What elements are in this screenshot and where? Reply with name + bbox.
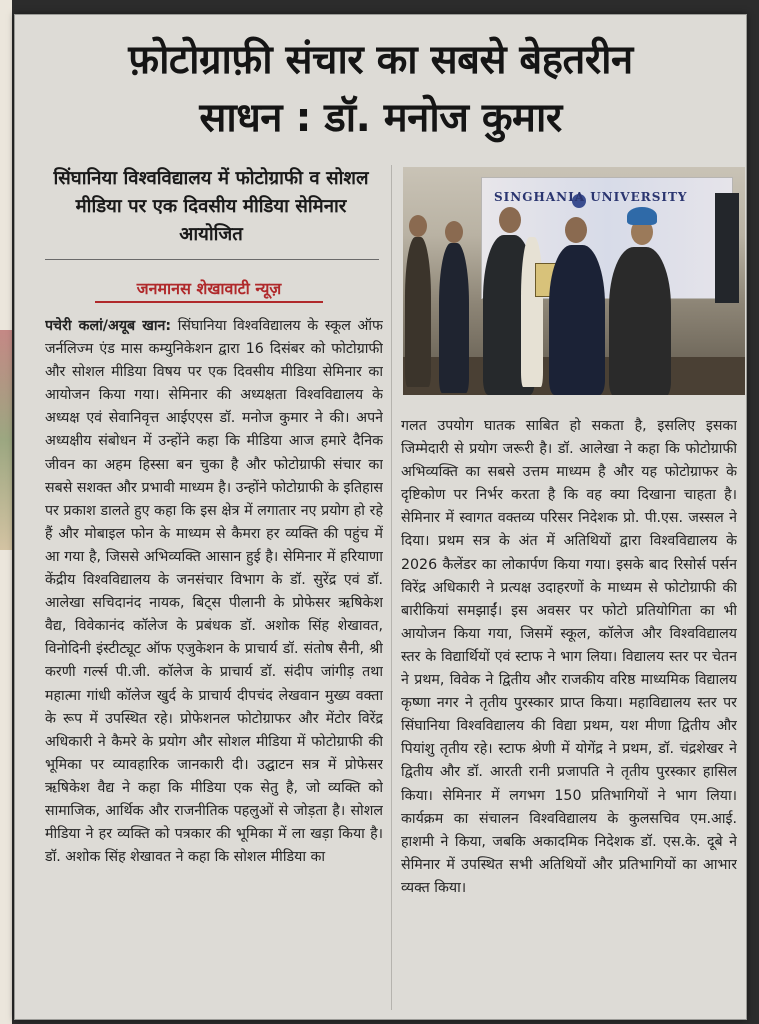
article-column-left: [45, 315, 383, 1015]
person-head-1: [409, 215, 427, 237]
newspaper-clipping: [14, 14, 747, 1020]
person-head-2: [445, 221, 463, 243]
article-column-right: [401, 415, 737, 1015]
event-photo: [403, 167, 745, 395]
person-figure-1: [405, 237, 431, 387]
article-text-left: सिंघानिया विश्वविद्यालय के स्कूल ऑफ जर्नलिज्म एंड मास कम्युनिकेशन द्वारा 16 दिसंबर को फोटोग्राफी और सोशल मीडिया विषय पर एक दिवसीय मीडिया सेमिनार का आयोजन किया गया। सेमिनार की अध्यक्षता विश्वविद्यालय के अध्यक्ष एवं सेवानिवृत्त आईएएस डॉ. मनोज कुमार ने की। अपने अध्यक्षीय संबोधन में उन्होंने कहा कि मीडिया आज हमारे दैनिक जीवन का अहम हिस्सा बन चुका है और फोटोग्राफी संचार का सबसे सशक्त और प्रभावी माध्यम है। उन्होंने फोटोग्राफी के इतिहास पर प्रकाश डालते हुए कहा कि इस क्षेत्र में लगातार नए प्रयोग हो रहे हैं और मोबाइल फोन के माध्यम से कैमरा हर व्यक्ति की पहुंच में आ गया है, जिससे अभिव्यक्ति आसान हुई है। सेमिनार में हरियाणा केंद्रीय विश्वविद्यालय के जनसंचार विभाग के डॉ. सुरेंद्र एवं डॉ. आलेखा सचिदानंद नायक, बिट्स पीलानी के प्रोफेसर ऋषिकेश वैद्य, विवेकानंद कॉलेज के प्रबंधक डॉ. अशोक सिंह शेखावत, विनोदिनी इंस्टीट्यूट ऑफ एजुकेशन के प्राचार्य डॉ. संतोष सैनी, श्री करणी गर्ल्स पी.जी. कॉलेज के प्राचार्य डॉ. संदीप जांगीड़ तथा महात्मा गांधी कॉलेज खुर्द के प्राचार्य दीपचंद लेखवान मुख्य वक्ता के रूप में उपस्थित रहे। प्रोफेशनल फोटोग्राफर और मेंटोर विरेंद्र अधिकारी ने कैमरे के प्रयोग और सोशल मीडिया में फोटोग्राफी की भूमिका पर व्यावहारिक जानकारी दी। उद्घाटन सत्र में प्रोफेसर ऋषिकेश वैद्य ने कहा कि मीडिया एक सेतु है, जो व्यक्ति को सामाजिक, आर्थिक और राजनीतिक पहलुओं से जोड़ता है। सोशल मीडिया ने हर व्यक्ति को पत्रकार की भूमिका में ला खड़ा किया है। डॉ. अशोक सिंह शेखावत ने कहा कि सोशल मीडिया का: [45, 318, 383, 866]
headline-line-2: साधन : डॉ. मनोज कुमार: [199, 95, 562, 141]
person-head-3: [499, 207, 521, 233]
byline: पचेरी कलां/अयूब खान:: [45, 318, 172, 334]
subheadline: सिंघानिया विश्वविद्यालय में फोटोग्राफी व सोशल मीडिया पर एक दिवसीय मीडिया सेमिनार आयोजित: [53, 168, 369, 245]
headline-line-1: फ़ोटोग्राफ़ी संचार का सबसे बेहतरीन: [128, 37, 633, 83]
adjacent-page-graphic: [0, 330, 12, 550]
banner-text: SINGHANIA UNIVERSITY: [494, 190, 688, 204]
turban: [627, 207, 657, 225]
headline: [25, 31, 736, 147]
person-figure-5: [549, 245, 605, 395]
person-figure-6: [609, 247, 671, 395]
person-figure-4: [521, 237, 543, 387]
column-divider: [391, 165, 392, 1010]
display-screen: [715, 193, 739, 303]
person-figure-2: [439, 243, 469, 393]
news-source-tag: जनमानस शेखावाटी न्यूज़: [95, 277, 323, 303]
article-text-right: गलत उपयोग घातक साबित हो सकता है, इसलिए इसका जिम्मेदारी से प्रयोग जरूरी है। डॉ. आलेखा ने कहा कि फोटोग्राफी अभिव्यक्ति का सबसे उत्तम माध्यम है और यह फोटोग्राफर के दृष्टिकोण पर निर्भर करता है कि वह क्या दिखाना चाहता है। सेमिनार में स्वागत वक्तव्य परिसर निदेशक प्रो. पी.एस. जस्सल ने दिया। प्रथम सत्र के अंत में अतिथियों द्वारा विश्वविद्यालय के 2026 कैलेंडर का लोकार्पण किया गया। इसके बाद रिसोर्स पर्सन विरेंद्र अधिकारी ने प्रत्यक्ष उदाहरणों के माध्यम से फोटोग्राफी की बारीकियां समझाईं। इस अवसर पर फोटो प्रतियोगिता का भी आयोजन किया गया, जिसमें स्कूल, कॉलेज और विश्वविद्यालय स्तर के विद्यार्थियों एवं स्टाफ ने भाग लिया। विद्यालय स्तर पर चेतन ने प्रथम, विवेक ने द्वितीय और राजकीय वरिष्ठ माध्यमिक विद्यालय कृष्णा नगर ने तृतीय पुरस्कार प्राप्त किया। महाविद्यालय स्तर पर सिंघानिया विश्वविद्यालय की विद्या प्रथम, यश मीणा द्वितीय और पियांशु तृतीय रहे। स्टाफ श्रेणी में योगेंद्र ने प्रथम, डॉ. चंद्रशेखर ने द्वितीय और डॉ. आरती रानी प्रजापति ने तृतीय पुरस्कार हासिल किया। सेमिनार में लगभग 150 प्रतिभागियों ने भाग लिया। कार्यक्रम का संचालन विश्वविद्यालय के कुलसचिव एम.आई. हाशमी ने किया, जबकि अकादमिक निदेशक डॉ. एस.के. दूबे ने सेमिनार में उपस्थित सभी अतिथियों और प्रतिभागियों का आभार व्यक्त किया।: [401, 418, 737, 896]
subheadline-divider: [45, 259, 379, 260]
person-head-5: [565, 217, 587, 243]
adjacent-page-edge: [0, 0, 12, 1024]
